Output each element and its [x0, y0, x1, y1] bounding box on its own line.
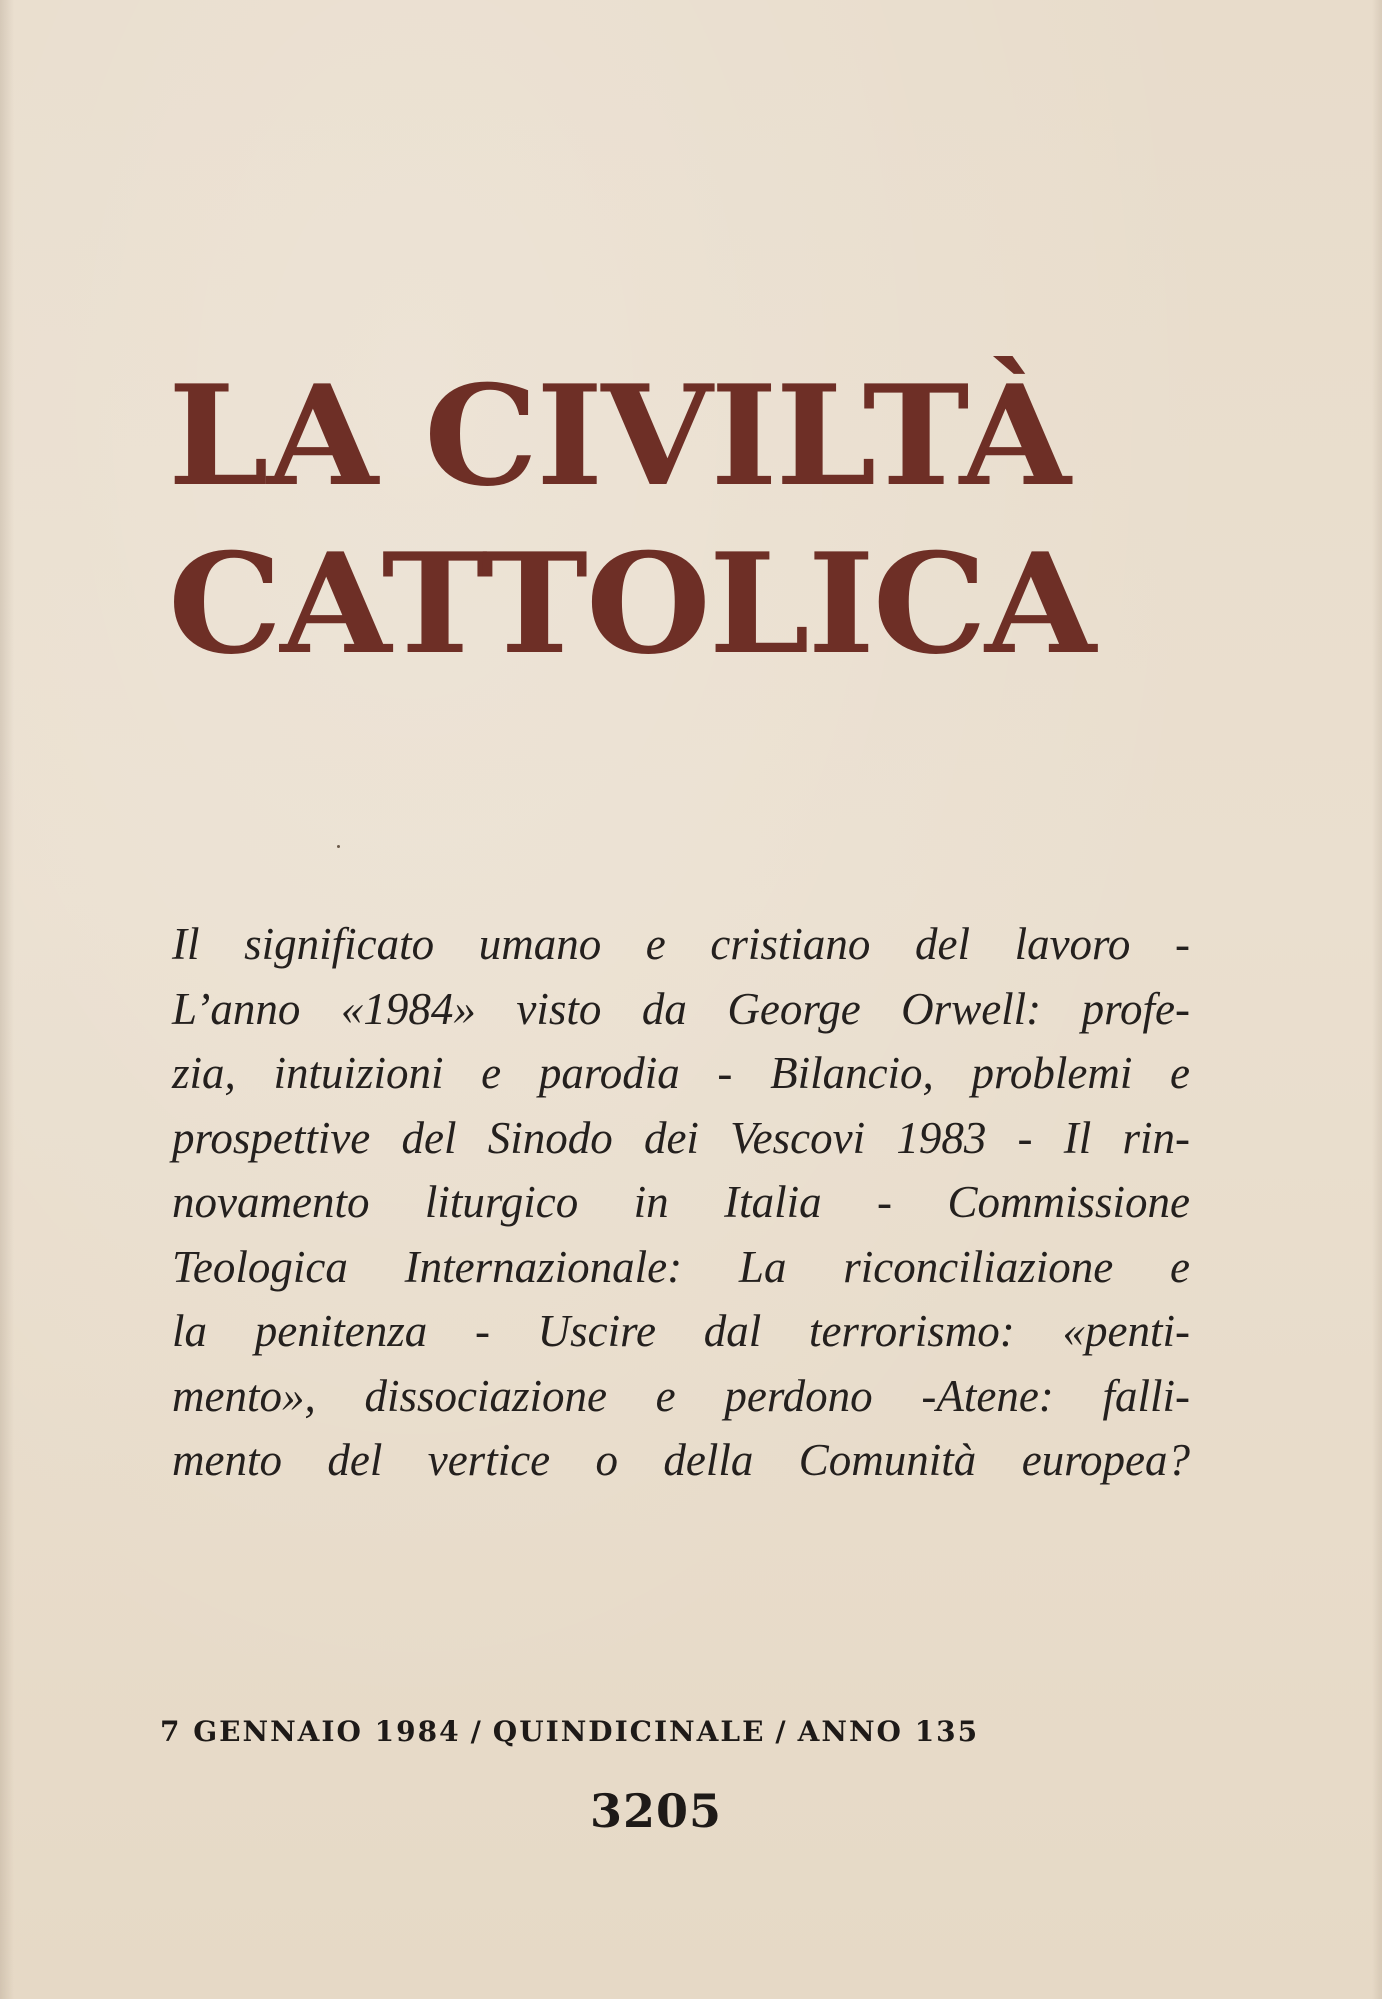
masthead-line-2: CATTOLICA — [168, 522, 1095, 685]
table-of-contents — [172, 912, 1190, 1493]
issue-number: 3205 — [590, 1784, 723, 1838]
contents-line: Il significato umano e cristiano del lavoro - — [172, 919, 1190, 969]
issue-separator: / — [470, 1715, 483, 1748]
contents-line: novamento liturgico in Italia - Commissione — [172, 1177, 1190, 1227]
contents-line: mento», dissociazione e perdono -Atene: falli- — [172, 1370, 1190, 1421]
contents-line: zia, intuizioni e parodia - Bilancio, problemi e — [172, 1048, 1190, 1098]
issue-year: ANNO 135 — [797, 1715, 980, 1748]
masthead-line-1: LA CIVILTÀ — [168, 354, 1069, 517]
contents-line: mento del vertice o della Comunità europea? — [172, 1435, 1190, 1485]
issue-info — [160, 1715, 1180, 1748]
cover-left-edge-shadow — [0, 0, 14, 1999]
contents-line: la penitenza - Uscire dal terrorismo: «penti- — [172, 1306, 1190, 1356]
contents-line: prospettive del Sinodo dei Vescovi 1983 - Il rin- — [172, 1112, 1190, 1163]
paper-speck — [337, 845, 340, 848]
masthead — [168, 352, 1208, 688]
issue-separator: / — [775, 1715, 788, 1748]
contents-line: Teologica Internazionale: La riconciliazione e — [172, 1241, 1190, 1292]
contents-line: L’anno «1984» visto da George Orwell: profe- — [172, 983, 1190, 1034]
cover-right-edge-shadow — [1372, 0, 1382, 1999]
issue-frequency: QUINDICINALE — [492, 1715, 766, 1748]
issue-date: 7 GENNAIO 1984 — [160, 1715, 461, 1748]
